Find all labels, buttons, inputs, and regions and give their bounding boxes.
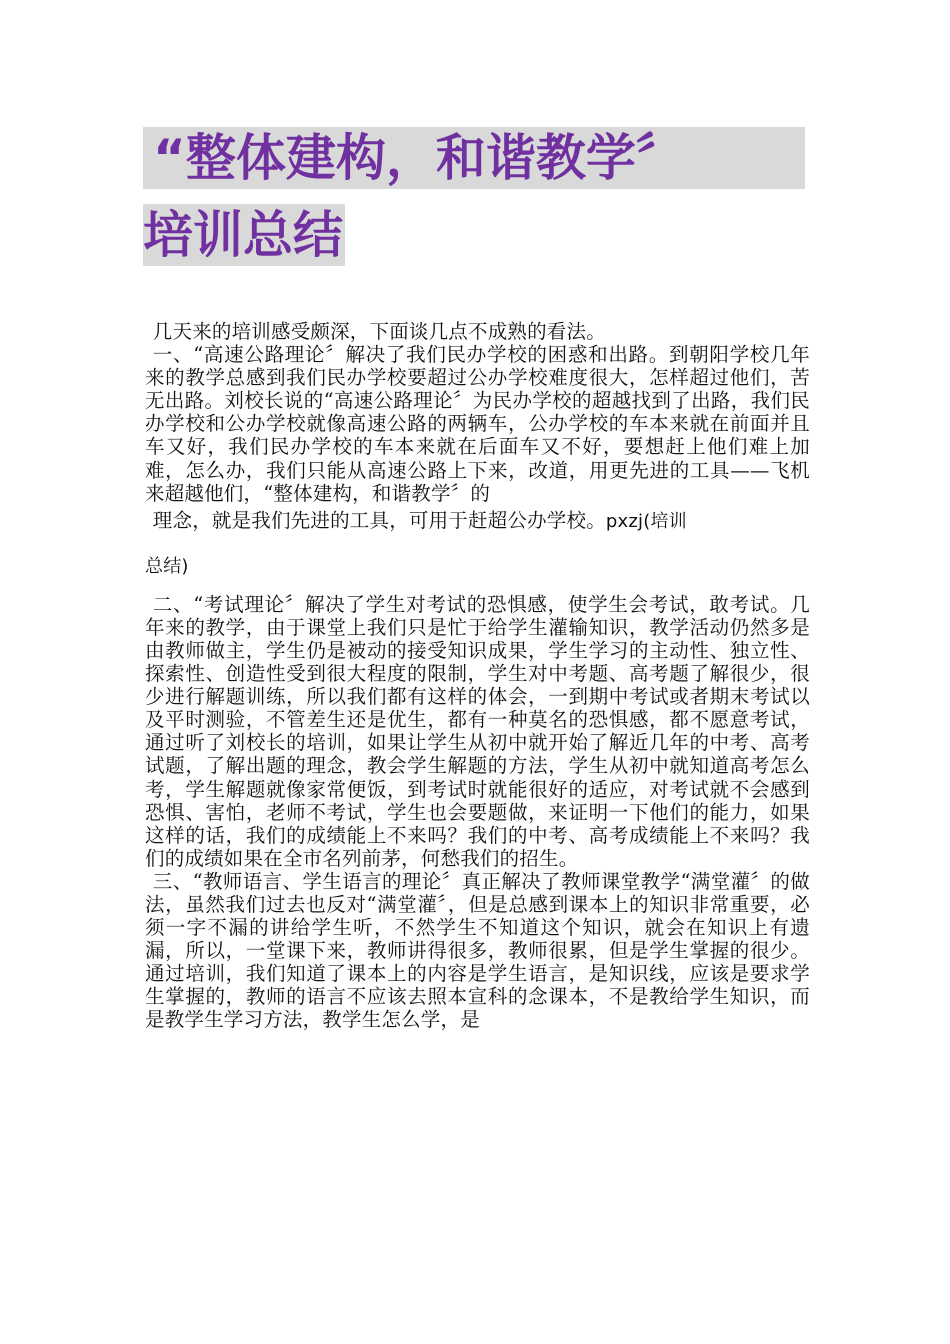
title-line-2: 培训总结 xyxy=(143,206,343,264)
paragraph-2: 二、“考试理论〞解决了学生对考试的恐惧感，使学生会考试，敢考试。几年来的教学，由于课堂上我们只是忙于给学生灌输知识，教学活动仍然多是由教师做主，学生仍是被动的接受知识成果，学生学习的主动性、独立性、探索性、创造性受到很大程度的限制，学生对中考题、高考题了解很少，很少进行解题训练，所以我们都有这样的体会，一到期中考试或者期末考试以及平时测验，不管差生还是优生，都有一种莫名的恐惧感，都不愿意考试，通过听了刘校长的培训，如果让学生从初中就开始了解近几年的中考、高考试题，了解出题的理念，教会学生解题的方法，学生从初中就知道高考怎么考，学生解题就像家常便饭，到考试时就能很好的适应，对考试就不会感到恐惧、害怕，老师不考试，学生也会要题做，来证明一下他们的能力，如果这样的话，我们的成绩能上不来吗？我们的中考、高考成绩能上不来吗？我们的成绩如果在全市名列前茅，何愁我们的招生。 xyxy=(145,592,810,870)
document-body xyxy=(145,320,810,1032)
paragraph-intro: 几天来的培训感受颇深，下面谈几点不成熟的看法。 xyxy=(152,320,606,343)
paragraph-1-tail-latin: pxzj(培训 xyxy=(605,510,687,532)
title-line-1: “整体建构，和谐教学〞 xyxy=(143,127,805,189)
paragraph-1-tail xyxy=(145,503,810,539)
paragraph-1-tail-text: 理念，就是我们先进的工具，可用于赶超公办学校。 xyxy=(152,508,606,532)
paragraph-3: 三、“教师语言、学生语言的理论〞真正解决了教师课堂教学“满堂灌〞的做法，虽然我们过去也反对“满堂灌〞，但是总感到课本上的知识非常重要，必须一字不漏的讲给学生听，不然学生不知道这个知识，就会在知识上有遗漏，所以，一堂课下来，教师讲得很多，教师很累，但是学生掌握的很少。通过培训，我们知道了课本上的内容是学生语言，是知识线，应该是要求学生掌握的，教师的语言不应该去照本宣科的念课本，不是教给学生知识，而是教学生学习方法，教学生怎么学，是 xyxy=(145,869,810,1032)
paragraph-1: 一、“高速公路理论〞解决了我们民办学校的困惑和出路。到朝阳学校几年来的教学总感到我们民办学校要超过公办学校难度很大，怎样超过他们，苦无出路。刘校长说的“高速公路理论〞为民办学校的超越找到了出路，我们民办学校和公办学校就像高速公路的两辆车，公办学校的车本来就在前面并且车又好，我们民办学校的车本来就在后面车又不好，要想赶上他们难上加难，怎么办，我们只能从高速公路上下来，改道，用更先进的工具——飞机来超越他们，“整体建构，和谐教学〞的 xyxy=(145,343,810,505)
document-title xyxy=(143,127,813,270)
paragraph-1-end: 总结) xyxy=(145,555,189,577)
